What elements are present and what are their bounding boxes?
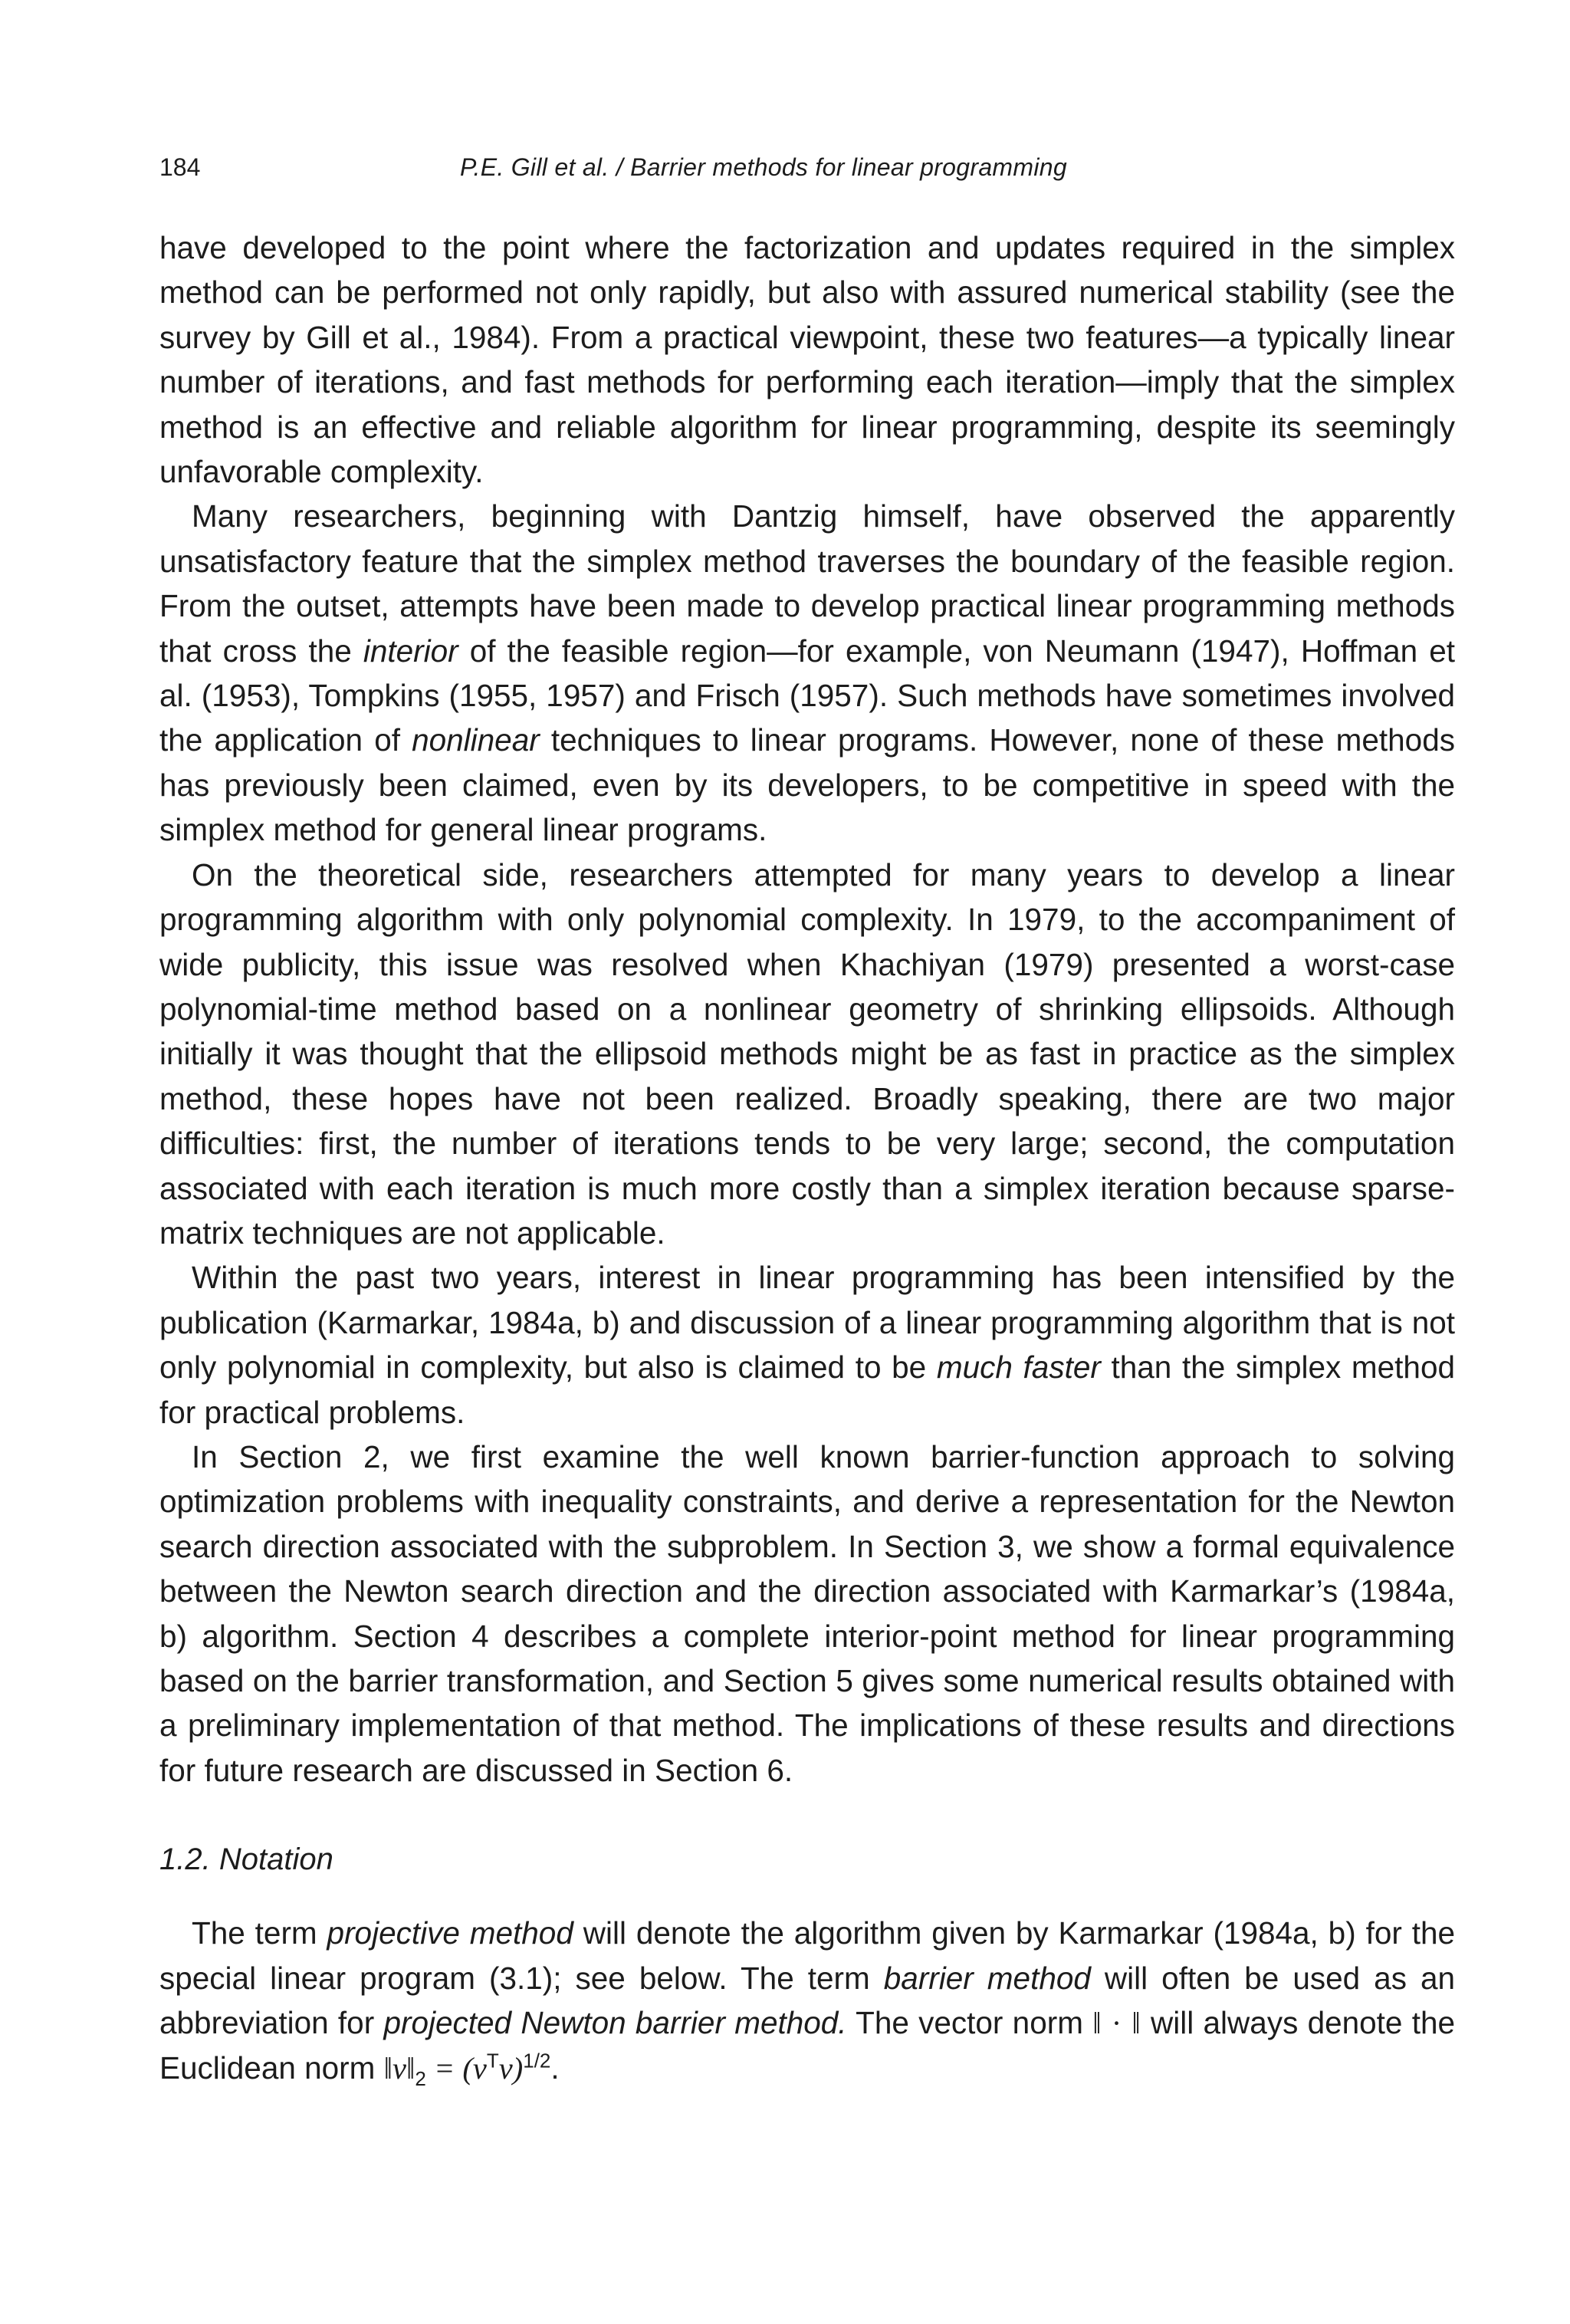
paragraph-theoretical [159,853,1455,1256]
text-run: The term [192,1915,327,1951]
paragraph-text: In Section 2, we first examine the well known barrier-function approach to solving optimization problems with inequality constraints, and derive a representation for the Newton search direction associated with the subproblem. In Section 3, we show a formal equivalence between the Newton search direction and the direction associated with Karmarkar’s (1984a, b) algorithm. Section 4 describes a complete interior-point method for linear programming based on the barrier transformation, and Section 5 gives some numerical results obtained with a preliminary implementation of that method. The implications of these results and directions for future research are discussed in Section 6. [159,1438,1455,1788]
running-title: P.E. Gill et al. / Barrier methods for linear programming [460,153,1067,181]
emphasis-interior: interior [363,633,458,669]
emphasis-projective-method: projective method [327,1915,573,1951]
math-close: v) [498,2051,524,2086]
emphasis-projected-newton: projected Newton barrier method. [383,2005,847,2041]
paragraph-text: have developed to the point where the factorization and updates required in the simplex method can be performed not only rapidly, but also with assured numerical stability (see the survey by Gill et al., 1984). From a practical viewpoint, these two features—a typically linear number of iterations, and fast methods for performing each iteration—imply that the simplex method is an effective and reliable algorithm for linear programming, despite its seemingly unfavorable complexity. [159,230,1455,490]
paragraph-continued [159,225,1455,494]
text-run: will denote the algorithm given by Karmarkar (1984a, b) for the special linear program (3.1); see below. The term [159,1915,1456,1996]
text-run: Many researchers, beginning with Dantzig himself, have observed the apparently unsatisfactory feature that the simplex method traverses the boundary of the feasible region. From the outset, attempts have been made to develop practical linear programming methods that cross the [159,498,1455,669]
running-header [159,153,1455,199]
text-run: Within the past two years, interest in linear programming has been intensified by the publication (Karmarkar, 1984a, b) and discussion of a linear programming algorithm that is not only polynomial in complexity, but also is claimed to be [159,1260,1455,1386]
math-superscript-half: 1/2 [523,2049,551,2073]
section-heading-notation: 1.2. Notation [159,1842,333,1877]
emphasis-nonlinear: nonlinear [412,722,540,758]
emphasis-barrier-method: barrier method [883,1960,1091,1996]
paragraph-karmarkar [159,1255,1455,1435]
text-run: techniques to linear programs. However, none of these methods has previously been claimed, even by its developers, to be competitive in speed with the simplex method for general linear programs. [159,722,1455,848]
journal-page [159,153,1455,2092]
text-run: The vector norm [846,2005,1093,2041]
text-run: will always denote the Euclidean norm [159,2005,1456,2086]
text-run: will often be used as an abbreviation for [159,1960,1455,2041]
paragraph-interior-methods [159,494,1455,852]
paragraph-text: On the theoretical side, researchers attempted for many years to develop a linear programming algorithm with only polynomial complexity. In 1979, to the accompaniment of wide publicity, this issue was resolved when Khachiyan (1979) presented a worst-case polynomial-time method based on a nonlinear geometry of shrinking ellipsoids. Although initially it was thought that the ellipsoid methods might be as fast in practice as the simplex method, these hopes have not been realized. Broadly speaking, there are two major difficulties: first, the number of iterations tends to be very large; second, the computation associated with each iteration is much more costly than a simplex iteration because sparse-matrix techniques are not applicable. [159,856,1455,1251]
paragraph-outline [159,1435,1455,1793]
paragraph-notation [159,1911,1455,2092]
math-norm-lhs: ‖v‖ [383,2051,415,2086]
norm-symbol: ‖ · ‖ [1092,2006,1141,2041]
text-run: than the simplex method for practical problems. [159,1349,1455,1430]
math-superscript-transpose: T [486,2049,499,2073]
text-run: . [550,2050,560,2086]
page-number: 184 [159,153,201,181]
emphasis-much-faster: much faster [936,1349,1101,1386]
math-equals: = (v [425,2051,487,2086]
text-run: of the feasible region—for example, von Neumann (1947), Hoffman et al. (1953), Tompkins (1955, 1957) and Frisch (1957). Such methods have sometimes involved the application of [159,633,1455,758]
math-subscript: 2 [415,2067,426,2091]
body-text [159,225,1455,2092]
